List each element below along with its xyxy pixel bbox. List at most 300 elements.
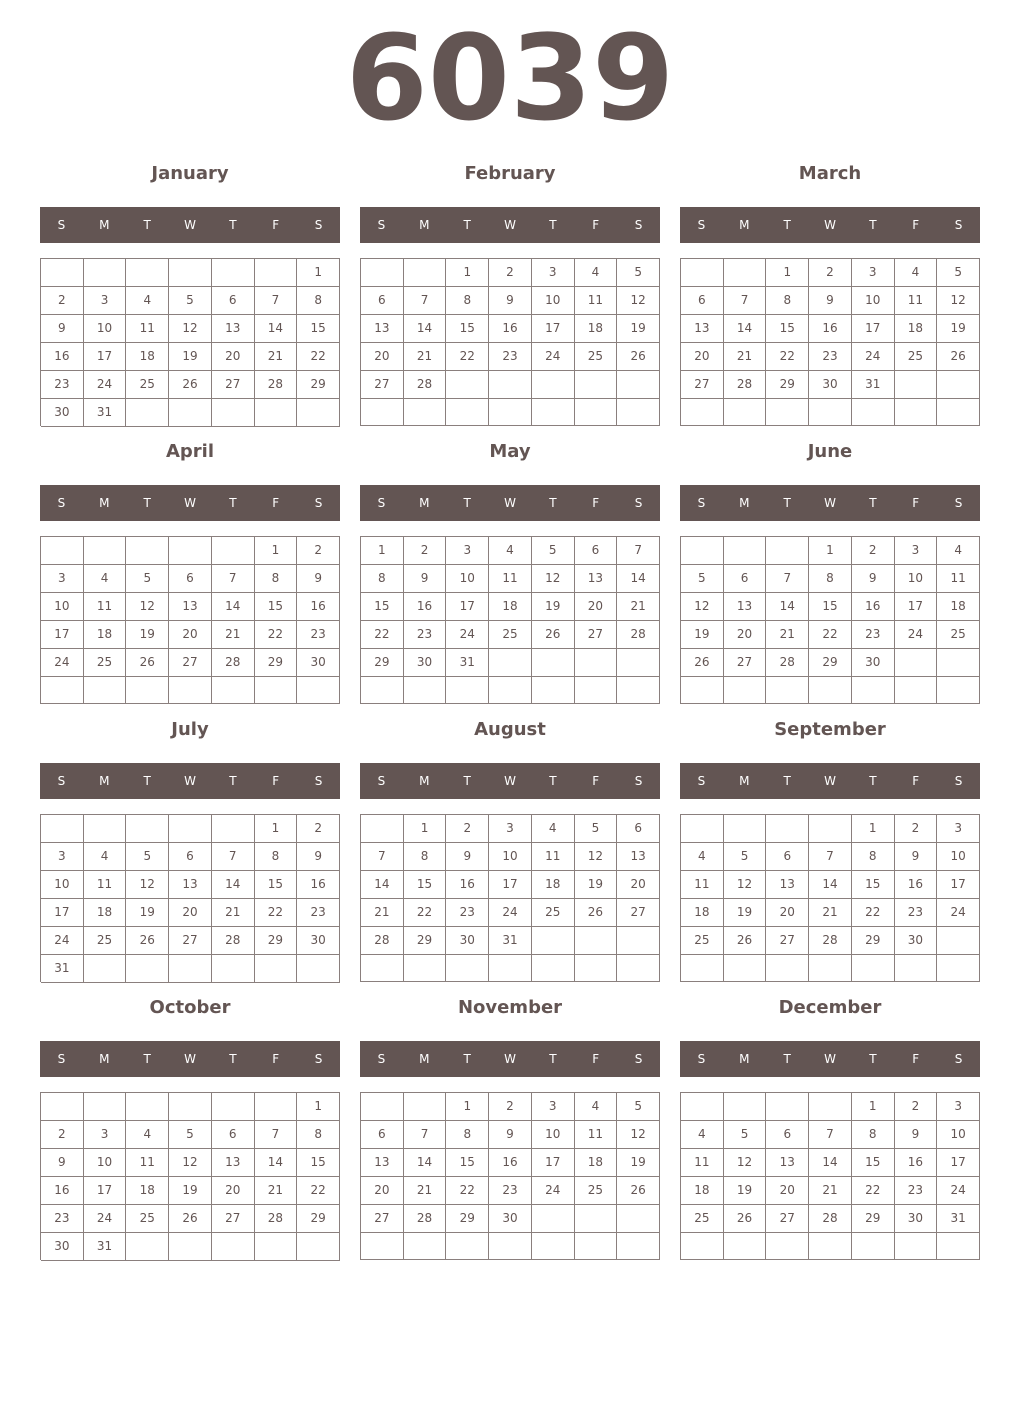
day-cell: 3	[84, 1121, 127, 1149]
weekday-label: S	[377, 496, 386, 510]
day-cell: 10	[446, 565, 489, 593]
weekday-label: S	[314, 1052, 323, 1066]
day-cell: 22	[446, 343, 489, 371]
day-cell: 30	[489, 1205, 532, 1233]
weekday-label: T	[143, 496, 151, 510]
day-cell: 6	[766, 843, 809, 871]
empty-day-cell	[766, 537, 809, 565]
day-cell: 14	[212, 871, 255, 899]
day-cell: 10	[532, 287, 575, 315]
day-cell: 13	[361, 1149, 404, 1177]
day-cell: 31	[446, 649, 489, 677]
day-cell: 5	[169, 1121, 212, 1149]
empty-day-cell	[84, 955, 127, 983]
day-cell: 14	[212, 593, 255, 621]
day-cell: 2	[489, 1093, 532, 1121]
month-name: October	[149, 997, 231, 1018]
empty-day-cell	[212, 815, 255, 843]
day-cell: 1	[766, 259, 809, 287]
day-cell: 7	[617, 537, 660, 565]
day-cell: 21	[724, 343, 767, 371]
day-cell: 14	[724, 315, 767, 343]
day-cell: 4	[681, 843, 724, 871]
day-cell: 24	[937, 899, 980, 927]
empty-day-cell	[255, 259, 298, 287]
empty-day-cell	[41, 815, 84, 843]
empty-day-cell	[446, 1233, 489, 1260]
day-cell: 20	[169, 899, 212, 927]
empty-day-cell	[489, 677, 532, 704]
empty-day-cell	[446, 399, 489, 426]
empty-day-cell	[361, 955, 404, 982]
day-cell: 3	[937, 815, 980, 843]
day-cell: 8	[297, 287, 340, 315]
day-cell: 16	[489, 315, 532, 343]
weekday-label: T	[463, 774, 471, 788]
day-cell: 19	[126, 899, 169, 927]
day-cell: 28	[766, 649, 809, 677]
month-name: November	[457, 997, 563, 1018]
empty-day-cell	[809, 1093, 852, 1121]
weekday-label: M	[99, 496, 110, 510]
empty-day-cell	[532, 1205, 575, 1233]
empty-day-cell	[724, 955, 767, 982]
day-cell: 15	[852, 871, 895, 899]
day-cell: 6	[681, 287, 724, 315]
day-cell: 16	[489, 1149, 532, 1177]
day-cell: 7	[766, 565, 809, 593]
day-cell: 24	[532, 1177, 575, 1205]
day-cell: 21	[809, 1177, 852, 1205]
weekday-label: S	[377, 1052, 386, 1066]
weekday-label: S	[954, 496, 963, 510]
day-cell: 25	[895, 343, 938, 371]
day-cell: 15	[255, 593, 298, 621]
weekday-label: T	[229, 1052, 237, 1066]
empty-day-cell	[575, 955, 618, 982]
day-cell: 12	[126, 593, 169, 621]
day-cell: 25	[937, 621, 980, 649]
weekday-label: M	[739, 496, 750, 510]
day-cell: 16	[809, 315, 852, 343]
empty-day-cell	[361, 1233, 404, 1260]
day-cell: 12	[937, 287, 980, 315]
day-cell: 22	[852, 899, 895, 927]
empty-day-cell	[404, 1093, 447, 1121]
day-cell: 25	[489, 621, 532, 649]
empty-day-cell	[937, 927, 980, 955]
day-cell: 19	[617, 315, 660, 343]
day-cell: 18	[84, 621, 127, 649]
weekday-label: S	[314, 218, 323, 232]
day-cell: 8	[361, 565, 404, 593]
day-cell: 25	[575, 343, 618, 371]
day-cell: 18	[84, 899, 127, 927]
weekday-header	[360, 1041, 660, 1077]
day-cell: 8	[809, 565, 852, 593]
day-cell: 4	[681, 1121, 724, 1149]
empty-day-cell	[404, 677, 447, 704]
day-cell: 3	[41, 565, 84, 593]
empty-day-cell	[852, 1233, 895, 1260]
day-cell: 5	[937, 259, 980, 287]
day-cell: 8	[404, 843, 447, 871]
day-cell: 9	[297, 565, 340, 593]
day-cell: 1	[361, 537, 404, 565]
day-cell: 30	[297, 649, 340, 677]
day-cell: 18	[126, 1177, 169, 1205]
day-cell: 11	[937, 565, 980, 593]
day-cell: 16	[297, 871, 340, 899]
day-cell: 28	[404, 371, 447, 399]
weekday-label: S	[634, 218, 643, 232]
day-cell: 8	[446, 1121, 489, 1149]
day-cell: 23	[404, 621, 447, 649]
day-cell: 18	[681, 1177, 724, 1205]
day-cell: 11	[895, 287, 938, 315]
day-cell: 1	[446, 1093, 489, 1121]
day-cell: 30	[297, 927, 340, 955]
empty-day-cell	[724, 1093, 767, 1121]
weekday-label: M	[419, 496, 430, 510]
day-cell: 20	[212, 343, 255, 371]
weekday-label: S	[697, 218, 706, 232]
day-cell: 2	[41, 287, 84, 315]
day-cell: 12	[681, 593, 724, 621]
day-cell: 18	[575, 1149, 618, 1177]
empty-day-cell	[681, 955, 724, 982]
day-cell: 11	[575, 287, 618, 315]
day-cell: 7	[809, 1121, 852, 1149]
empty-day-cell	[41, 677, 84, 704]
weekday-label: F	[592, 496, 600, 510]
empty-day-cell	[575, 399, 618, 426]
days-grid	[40, 814, 340, 982]
day-cell: 9	[895, 843, 938, 871]
day-cell: 1	[404, 815, 447, 843]
empty-day-cell	[895, 371, 938, 399]
day-cell: 14	[404, 315, 447, 343]
empty-day-cell	[617, 677, 660, 704]
day-cell: 16	[446, 871, 489, 899]
day-cell: 28	[809, 927, 852, 955]
empty-day-cell	[766, 677, 809, 704]
empty-day-cell	[937, 955, 980, 982]
day-cell: 2	[297, 537, 340, 565]
day-cell: 26	[169, 371, 212, 399]
weekday-label: F	[912, 774, 920, 788]
day-cell: 20	[724, 621, 767, 649]
weekday-label: M	[99, 218, 110, 232]
day-cell: 3	[41, 843, 84, 871]
day-cell: 20	[766, 1177, 809, 1205]
day-cell: 30	[895, 1205, 938, 1233]
empty-day-cell	[84, 815, 127, 843]
day-cell: 4	[532, 815, 575, 843]
day-cell: 19	[532, 593, 575, 621]
day-cell: 22	[446, 1177, 489, 1205]
day-cell: 21	[809, 899, 852, 927]
day-cell: 18	[532, 871, 575, 899]
day-cell: 23	[895, 1177, 938, 1205]
empty-day-cell	[809, 815, 852, 843]
day-cell: 27	[212, 1205, 255, 1233]
day-cell: 28	[617, 621, 660, 649]
empty-day-cell	[361, 677, 404, 704]
empty-day-cell	[852, 955, 895, 982]
day-cell: 28	[255, 371, 298, 399]
day-cell: 9	[297, 843, 340, 871]
day-cell: 16	[297, 593, 340, 621]
empty-day-cell	[297, 955, 340, 983]
weekday-label: S	[57, 1052, 66, 1066]
day-cell: 8	[852, 1121, 895, 1149]
day-cell: 14	[255, 1149, 298, 1177]
empty-day-cell	[575, 1205, 618, 1233]
day-cell: 2	[297, 815, 340, 843]
day-cell: 29	[404, 927, 447, 955]
empty-day-cell	[41, 1093, 84, 1121]
day-cell: 6	[212, 1121, 255, 1149]
empty-day-cell	[724, 259, 767, 287]
empty-day-cell	[169, 1233, 212, 1261]
day-cell: 13	[212, 315, 255, 343]
weekday-label: S	[57, 218, 66, 232]
weekday-label: T	[783, 496, 791, 510]
empty-day-cell	[895, 955, 938, 982]
day-cell: 13	[617, 843, 660, 871]
day-cell: 10	[937, 843, 980, 871]
day-cell: 14	[404, 1149, 447, 1177]
day-cell: 8	[297, 1121, 340, 1149]
empty-day-cell	[404, 1233, 447, 1260]
empty-day-cell	[681, 399, 724, 426]
weekday-label: M	[739, 774, 750, 788]
weekday-label: W	[504, 774, 516, 788]
weekday-label: T	[783, 1052, 791, 1066]
day-cell: 11	[126, 315, 169, 343]
empty-day-cell	[575, 1233, 618, 1260]
empty-day-cell	[212, 259, 255, 287]
day-cell: 23	[446, 899, 489, 927]
day-cell: 3	[84, 287, 127, 315]
day-cell: 25	[84, 927, 127, 955]
month-october	[40, 992, 340, 1264]
day-cell: 2	[809, 259, 852, 287]
day-cell: 23	[852, 621, 895, 649]
day-cell: 23	[809, 343, 852, 371]
empty-day-cell	[169, 677, 212, 704]
day-cell: 17	[532, 1149, 575, 1177]
weekday-label: F	[592, 1052, 600, 1066]
empty-day-cell	[617, 1233, 660, 1260]
day-cell: 28	[809, 1205, 852, 1233]
day-cell: 5	[532, 537, 575, 565]
day-cell: 28	[212, 927, 255, 955]
empty-day-cell	[681, 815, 724, 843]
day-cell: 22	[809, 621, 852, 649]
month-august	[360, 714, 660, 986]
weekday-header	[360, 207, 660, 243]
empty-day-cell	[532, 927, 575, 955]
weekday-label: T	[143, 774, 151, 788]
day-cell: 17	[895, 593, 938, 621]
day-cell: 6	[361, 287, 404, 315]
empty-day-cell	[126, 677, 169, 704]
empty-day-cell	[126, 399, 169, 427]
weekday-header	[680, 1041, 980, 1077]
weekday-header	[40, 207, 340, 243]
weekday-label: T	[229, 496, 237, 510]
empty-day-cell	[724, 1233, 767, 1260]
month-may	[360, 436, 660, 708]
day-cell: 3	[937, 1093, 980, 1121]
day-cell: 18	[126, 343, 169, 371]
weekday-label: M	[419, 774, 430, 788]
days-grid	[680, 536, 980, 704]
empty-day-cell	[297, 677, 340, 704]
day-cell: 18	[489, 593, 532, 621]
day-cell: 7	[809, 843, 852, 871]
weekday-label: T	[869, 496, 877, 510]
day-cell: 15	[361, 593, 404, 621]
day-cell: 30	[895, 927, 938, 955]
day-cell: 24	[532, 343, 575, 371]
month-july	[40, 714, 340, 986]
day-cell: 24	[41, 927, 84, 955]
day-cell: 16	[895, 1149, 938, 1177]
day-cell: 31	[937, 1205, 980, 1233]
day-cell: 7	[404, 287, 447, 315]
day-cell: 29	[852, 927, 895, 955]
weekday-label: W	[184, 496, 196, 510]
day-cell: 23	[895, 899, 938, 927]
day-cell: 9	[852, 565, 895, 593]
month-name: July	[171, 719, 209, 740]
day-cell: 3	[489, 815, 532, 843]
day-cell: 1	[852, 815, 895, 843]
month-april	[40, 436, 340, 708]
day-cell: 16	[852, 593, 895, 621]
day-cell: 10	[41, 871, 84, 899]
day-cell: 2	[489, 259, 532, 287]
empty-day-cell	[617, 399, 660, 426]
day-cell: 21	[212, 899, 255, 927]
day-cell: 29	[809, 649, 852, 677]
empty-day-cell	[532, 399, 575, 426]
empty-day-cell	[212, 1093, 255, 1121]
day-cell: 25	[681, 927, 724, 955]
day-cell: 14	[809, 871, 852, 899]
day-cell: 22	[255, 899, 298, 927]
day-cell: 31	[41, 955, 84, 983]
day-cell: 1	[297, 259, 340, 287]
day-cell: 1	[255, 815, 298, 843]
day-cell: 16	[895, 871, 938, 899]
day-cell: 17	[41, 899, 84, 927]
weekday-label: F	[272, 496, 280, 510]
weekday-label: W	[184, 218, 196, 232]
empty-day-cell	[255, 677, 298, 704]
weekday-label: M	[419, 1052, 430, 1066]
day-cell: 29	[297, 1205, 340, 1233]
weekday-label: S	[377, 218, 386, 232]
empty-day-cell	[84, 537, 127, 565]
day-cell: 11	[84, 871, 127, 899]
day-cell: 26	[126, 927, 169, 955]
day-cell: 9	[489, 287, 532, 315]
day-cell: 27	[766, 927, 809, 955]
empty-day-cell	[169, 399, 212, 427]
day-cell: 4	[575, 1093, 618, 1121]
empty-day-cell	[809, 677, 852, 704]
day-cell: 10	[41, 593, 84, 621]
day-cell: 8	[766, 287, 809, 315]
day-cell: 28	[255, 1205, 298, 1233]
day-cell: 14	[255, 315, 298, 343]
day-cell: 24	[937, 1177, 980, 1205]
day-cell: 22	[297, 343, 340, 371]
weekday-label: S	[697, 774, 706, 788]
empty-day-cell	[212, 537, 255, 565]
day-cell: 3	[852, 259, 895, 287]
empty-day-cell	[937, 649, 980, 677]
weekday-label: T	[229, 774, 237, 788]
month-march	[680, 158, 980, 430]
weekday-label: W	[184, 774, 196, 788]
empty-day-cell	[361, 815, 404, 843]
empty-day-cell	[681, 1233, 724, 1260]
empty-day-cell	[617, 1205, 660, 1233]
day-cell: 24	[84, 371, 127, 399]
empty-day-cell	[532, 955, 575, 982]
empty-day-cell	[169, 815, 212, 843]
day-cell: 2	[41, 1121, 84, 1149]
day-cell: 28	[212, 649, 255, 677]
days-grid	[40, 258, 340, 426]
day-cell: 10	[937, 1121, 980, 1149]
day-cell: 31	[84, 1233, 127, 1261]
empty-day-cell	[575, 649, 618, 677]
weekday-label: S	[57, 496, 66, 510]
day-cell: 16	[41, 1177, 84, 1205]
day-cell: 15	[446, 315, 489, 343]
empty-day-cell	[766, 399, 809, 426]
day-cell: 31	[84, 399, 127, 427]
weekday-label: F	[912, 1052, 920, 1066]
empty-day-cell	[126, 815, 169, 843]
day-cell: 9	[895, 1121, 938, 1149]
empty-day-cell	[809, 1233, 852, 1260]
empty-day-cell	[895, 677, 938, 704]
days-grid	[680, 814, 980, 982]
weekday-label: T	[143, 1052, 151, 1066]
empty-day-cell	[169, 537, 212, 565]
month-name: December	[778, 997, 882, 1018]
days-grid	[680, 258, 980, 426]
day-cell: 11	[681, 1149, 724, 1177]
day-cell: 13	[766, 1149, 809, 1177]
day-cell: 24	[489, 899, 532, 927]
day-cell: 4	[126, 1121, 169, 1149]
day-cell: 26	[724, 927, 767, 955]
empty-day-cell	[126, 1233, 169, 1261]
day-cell: 26	[681, 649, 724, 677]
empty-day-cell	[126, 1093, 169, 1121]
weekday-label: S	[954, 774, 963, 788]
empty-day-cell	[126, 259, 169, 287]
day-cell: 19	[681, 621, 724, 649]
